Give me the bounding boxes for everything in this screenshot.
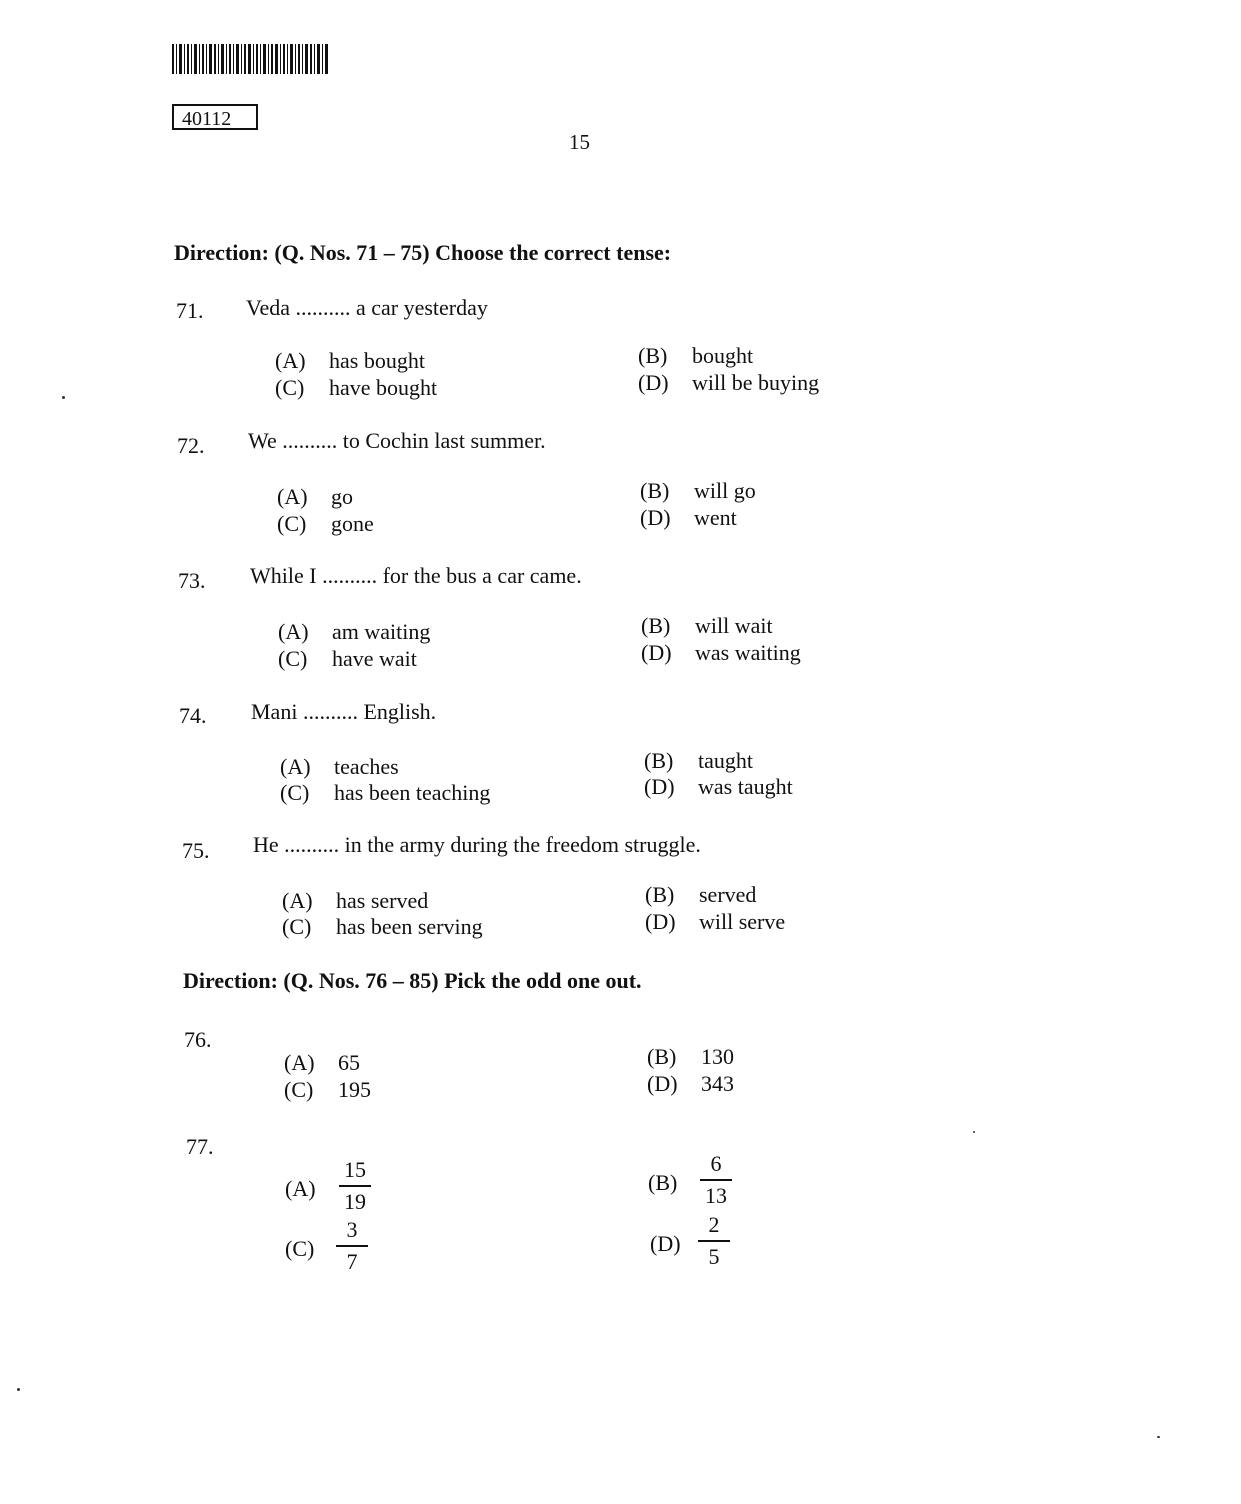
option-c-fraction: 3 7 — [332, 1218, 372, 1274]
scan-speck — [17, 1388, 20, 1391]
question-number: 75. — [182, 838, 210, 863]
option-c: (C) have bought — [275, 375, 438, 400]
paper-code-box: 40112 — [172, 104, 258, 130]
option-c-label: (C) — [285, 1236, 315, 1261]
question-number: 77. — [186, 1134, 214, 1159]
option-b: (B) bought — [638, 343, 754, 368]
option-b: (B) will wait — [641, 613, 773, 638]
option-d: (D) went — [640, 505, 737, 530]
option-d: (D) will serve — [645, 909, 786, 934]
option-a: (A) has bought — [275, 348, 425, 373]
option-c: (C) has been serving — [282, 914, 483, 939]
question-number: 73. — [178, 568, 206, 593]
barcode — [172, 44, 328, 74]
option-a: (A) has served — [282, 888, 429, 913]
scan-speck — [973, 1131, 975, 1133]
option-a: (A) teaches — [280, 754, 399, 779]
option-c: (C) gone — [277, 511, 374, 536]
option-a: (A) 65 — [284, 1050, 360, 1075]
option-b: (B) served — [645, 882, 757, 907]
option-a: (A) am waiting — [278, 619, 431, 644]
option-b: (B) 130 — [647, 1044, 734, 1069]
option-a: (A) go — [277, 484, 353, 509]
page-number: 15 — [569, 130, 590, 154]
question-number: 71. — [176, 298, 204, 323]
option-d: (D) will be buying — [638, 370, 820, 395]
option-d: (D) 343 — [647, 1071, 734, 1096]
question-text: He .......... in the army during the freedom struggle. — [253, 832, 701, 857]
question-text: Veda .......... a car yesterday — [246, 295, 488, 320]
option-c: (C) have wait — [278, 646, 417, 671]
option-a-label: (A) — [285, 1176, 316, 1201]
direction-heading-odd-one-out: Direction: (Q. Nos. 76 – 85) Pick the odd one out. — [183, 968, 642, 993]
option-c: (C) 195 — [284, 1077, 371, 1102]
direction-heading-tense: Direction: (Q. Nos. 71 – 75) Choose the correct tense: — [174, 240, 672, 265]
option-d: (D) was taught — [644, 774, 793, 799]
question-text: Mani .......... English. — [251, 699, 437, 724]
option-d-fraction: 2 5 — [694, 1213, 734, 1269]
option-c: (C) has been teaching — [280, 780, 491, 805]
option-d: (D) was waiting — [641, 640, 801, 665]
option-a-fraction: 15 19 — [335, 1158, 375, 1214]
question-number: 72. — [177, 433, 205, 458]
option-b-fraction: 6 13 — [696, 1152, 736, 1208]
question-text: We .......... to Cochin last summer. — [248, 428, 546, 453]
question-number: 74. — [179, 703, 207, 728]
option-b: (B) will go — [640, 478, 756, 503]
option-d-label: (D) — [650, 1231, 681, 1256]
scan-speck — [62, 396, 65, 399]
question-text: While I .......... for the bus a car came. — [250, 563, 582, 588]
option-b: (B) taught — [644, 748, 753, 773]
question-number: 76. — [184, 1027, 212, 1052]
option-b-label: (B) — [648, 1170, 678, 1195]
scan-speck — [1157, 1436, 1160, 1438]
